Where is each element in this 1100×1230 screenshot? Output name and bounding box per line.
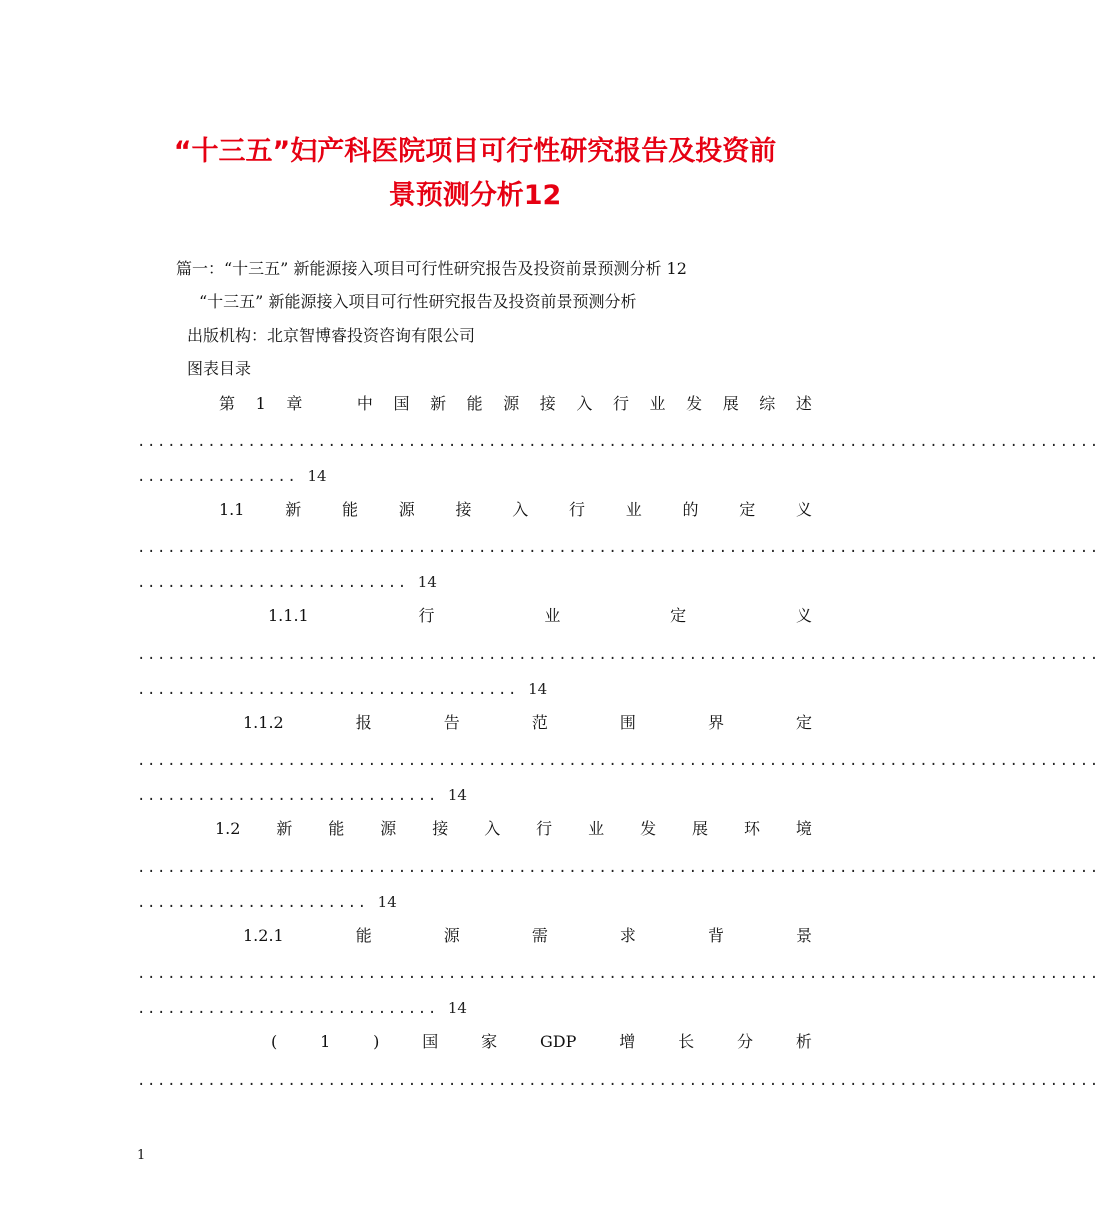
toc-token: 接 [432,819,449,838]
intro-line-2: “十三五” 新能源接入项目可行性研究报告及投资前景预测分析 [199,292,637,311]
toc-page-number: 14 [307,467,327,485]
toc-leader-dots: ................................................................................................ [137,966,1100,982]
toc-token: 界 [707,713,724,732]
toc-token: 入 [576,394,593,413]
toc-token: 长 [678,1032,695,1051]
toc-token: 报 [355,713,372,732]
toc-token: 家 [481,1032,498,1051]
toc-token: 行 [536,819,553,838]
toc-token: 源 [503,394,520,413]
toc-token: ( [271,1032,278,1051]
toc-token: 析 [795,1032,812,1051]
toc-token: 范 [531,713,548,732]
document-title-line-2: 景预测分析12 [388,180,562,211]
toc-page-number: 14 [447,999,467,1017]
toc-leader-dots: ................................................................................................ [137,1073,1100,1089]
toc-token: 1.2.1 [243,926,284,945]
toc-entry[interactable] [215,818,812,840]
toc-entry[interactable] [271,1031,812,1053]
toc-token: 景 [795,926,812,945]
toc-leader-dots: ................................................................................................ [137,540,1100,556]
toc-token: 需 [531,926,548,945]
toc-token: 综 [759,394,776,413]
page-number: 1 [137,1148,146,1163]
toc-token: GDP [540,1032,577,1051]
toc-token: 告 [443,713,460,732]
toc-leader-end: ....................... 14 [137,893,397,911]
toc-token: 新 [430,394,447,413]
toc-token: 业 [649,394,666,413]
toc-token: 定 [670,606,687,625]
toc-page-number: 14 [377,893,397,911]
toc-token: 增 [619,1032,636,1051]
toc-token: 国 [422,1032,439,1051]
toc-token: 定 [795,713,812,732]
toc-token: 发 [640,819,657,838]
toc-page-number: 14 [447,786,467,804]
toc-token: 1 [255,394,266,413]
toc-page-number: 14 [528,680,548,698]
toc-token: 国 [393,394,410,413]
toc-token: 环 [743,819,760,838]
toc-token: 能 [341,500,358,519]
toc-token: 义 [795,500,812,519]
toc-token: 述 [795,394,812,413]
toc-token: 新 [285,500,302,519]
toc-token: 围 [619,713,636,732]
toc-token: 入 [512,500,529,519]
toc-token: 背 [707,926,724,945]
toc-token: 业 [588,819,605,838]
toc-token: 1 [320,1032,331,1051]
publisher-line: 出版机构：北京智博睿投资咨询有限公司 [187,326,476,345]
toc-token: 分 [737,1032,754,1051]
toc-token: ) [373,1032,380,1051]
toc-token: 1.1 [219,500,245,519]
toc-token: 接 [455,500,472,519]
toc-token: 入 [484,819,501,838]
document-title-line-1: “十三五”妇产科医院项目可行性研究报告及投资前 [173,136,777,167]
toc-entry[interactable] [243,925,812,947]
figure-list-heading: 图表目录 [187,359,252,378]
toc-entry[interactable] [268,605,812,627]
toc-token: 源 [398,500,415,519]
toc-token: 章 [286,394,303,413]
toc-token: 中 [356,394,373,413]
toc-token: 行 [612,394,629,413]
toc-token: 1.2 [215,819,241,838]
toc-leader-dots: ................................................................................................ [137,647,1100,663]
toc-token: 业 [544,606,561,625]
toc-entry[interactable] [219,499,812,521]
toc-token: 能 [466,394,483,413]
toc-leader-end: ................ 14 [137,467,327,485]
toc-leader-end: .............................. 14 [137,786,467,804]
toc-token: 1.1.1 [268,606,309,625]
toc-token: 源 [443,926,460,945]
toc-leader-end: ...................................... 14 [137,680,548,698]
toc-token: 发 [686,394,703,413]
toc-leader-dots: ................................................................................................ [137,860,1100,876]
toc-token: 展 [722,394,739,413]
toc-entry[interactable] [243,712,812,734]
toc-token: 义 [795,606,812,625]
toc-token: 定 [739,500,756,519]
toc-token: 展 [692,819,709,838]
toc-token: 新 [276,819,293,838]
toc-leader-dots: ................................................................................................ [137,434,1100,450]
toc-leader-end: ........................... 14 [137,573,437,591]
toc-leader-dots: ................................................................................................ [137,753,1100,769]
toc-token: 第 [219,394,236,413]
toc-token: 1.1.2 [243,713,284,732]
toc-token: 行 [568,500,585,519]
toc-token: 的 [682,500,699,519]
toc-token: 求 [619,926,636,945]
toc-leader-end: .............................. 14 [137,999,467,1017]
toc-entry[interactable] [219,393,812,415]
intro-line-1: 篇一：“十三五” 新能源接入项目可行性研究报告及投资前景预测分析 12 [176,259,687,278]
toc-token: 源 [380,819,397,838]
toc-token: 能 [355,926,372,945]
toc-token: 境 [795,819,812,838]
toc-token: 行 [418,606,435,625]
toc-token: 接 [539,394,556,413]
toc-page-number: 14 [417,573,437,591]
toc-token: 业 [625,500,642,519]
toc-token: 能 [328,819,345,838]
